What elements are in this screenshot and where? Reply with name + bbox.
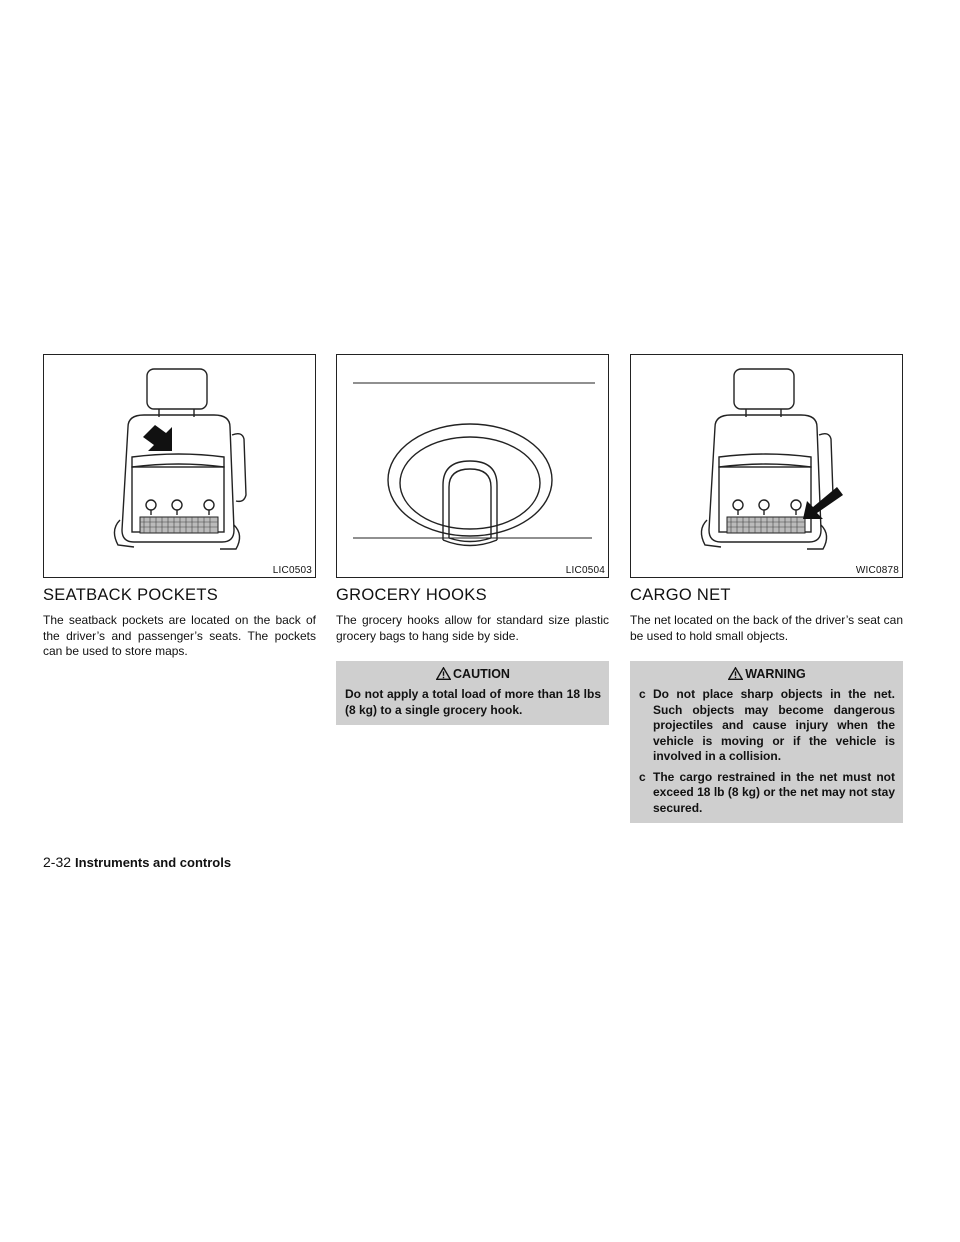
grocery-hook-drawing [337,355,608,577]
section-title: Instruments and controls [75,855,232,870]
warning-item [639,687,895,765]
caution-title [345,667,601,681]
section-heading: GROCERY HOOKS [336,586,487,604]
caution-box [336,661,609,725]
warning-triangle-icon [728,667,743,680]
section-heading: SEATBACK POCKETS [43,586,219,604]
cargo-net-section [630,354,903,823]
figure-code: WIC0878 [855,565,899,576]
warning-item-text: The cargo restrained in the net must not exceed 18 lb (8 kg) or the net may not stay secured. [653,769,895,815]
caution-label: CAUTION [453,667,510,681]
seatback-pockets-section [43,354,316,660]
bullet-marker: c [639,687,646,701]
figure-code: LIC0503 [272,565,312,576]
section-heading: CARGO NET [630,586,731,604]
warning-box [630,661,903,823]
grocery-hook-illustration [336,354,609,578]
arrow-icon [143,425,172,451]
figure-code: LIC0504 [565,565,605,576]
section-body: The seatback pockets are located on the back of the driver’s and passenger’s seats. The pockets can be used to store maps. [43,613,316,658]
section-body: The grocery hooks allow for standard size plastic grocery bags to hang side by side. [336,613,609,643]
cargo-net-illustration [630,354,903,578]
caution-text: Do not apply a total load of more than 18 lbs (8 kg) to a single grocery hook. [345,687,601,717]
page-footer [43,854,231,870]
warning-label: WARNING [745,667,806,681]
section-body: The net located on the back of the driver’s seat can be used to hold small objects. [630,613,903,643]
warning-item [639,770,895,817]
arrow-icon [803,487,843,519]
grocery-hooks-section [336,354,609,725]
seat-with-pocket-drawing [44,355,315,577]
bullet-marker: c [639,769,646,784]
warning-triangle-icon [436,667,451,680]
seatback-pocket-illustration [43,354,316,578]
warning-title [639,667,895,681]
seat-with-net-drawing [631,355,902,577]
warning-item-text: Do not place sharp objects in the net. Such objects may become dangerous projectiles and cause injury when the vehicle is moving or if the vehicle is involved in a collision. [653,687,895,763]
page-number: 2-32 [43,854,72,870]
